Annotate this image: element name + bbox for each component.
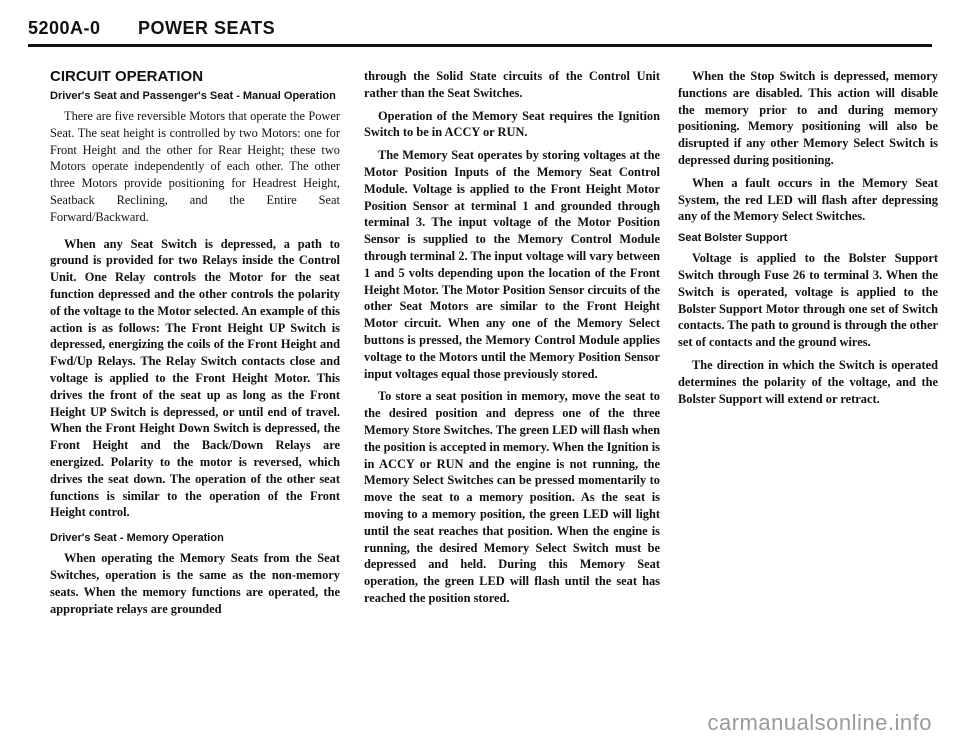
paragraph-fault: When a fault occurs in the Memory Seat System, the red LED will flash after depressing any of the Memory Select Switches. xyxy=(678,175,938,224)
column-3 xyxy=(678,68,938,417)
paragraph-motors: There are five reversible Motors that operate the Power Seat. The seat height is controlled by two Motors: one for Front Height and the other for Rear Height; these two Motors operate independently of each other. The other three Motors provide positioning for Headrest Height, Seatback Reclining, and the Entire Seat Forward/Backward. xyxy=(50,109,340,224)
subsection-manual-operation: Driver's Seat and Passenger's Seat - Manual Operation xyxy=(50,90,336,102)
subsection-bolster-support: Seat Bolster Support xyxy=(678,232,788,245)
column-2 xyxy=(364,68,660,617)
header-rule xyxy=(28,44,932,47)
paragraph-stop-switch: When the Stop Switch is depressed, memory functions are disabled. This action will disable the memory prior to and during memory positioning. Memory positioning will also be disrupted if any other Memory Select Switch is depressed during positioning. xyxy=(678,69,938,167)
page-title: POWER SEATS xyxy=(138,18,276,38)
paragraph-solid-state: through the Solid State circuits of the Control Unit rather than the Seat Switches. xyxy=(364,69,660,100)
paragraph-ignition: Operation of the Memory Seat requires the Ignition Switch to be in ACCY or RUN. xyxy=(364,108,660,140)
section-code: 5200A-0 xyxy=(28,18,101,38)
section-title: CIRCUIT OPERATION xyxy=(50,68,204,85)
paragraph-bolster-voltage: Voltage is applied to the Bolster Support Switch through Fuse 26 to terminal 3. When the Switch is operated, voltage is applied to the Bolster Support Motor through one set of Switch contacts. The path to ground is through the other set of contacts and the ground wires. xyxy=(678,251,938,350)
paragraph-memory-seats: When operating the Memory Seats from the Seat Switches, operation is the same as the non-memory seats. When the memory functions are operated, the appropriate relays are grounded xyxy=(50,551,340,616)
column-1 xyxy=(50,68,340,627)
paragraph-bolster-direction: The direction in which the Switch is operated determines the polarity of the voltage, and the Bolster Support will extend or retract. xyxy=(678,357,938,406)
paragraph-storing-voltages: The Memory Seat operates by storing voltages at the Motor Position Inputs of the Memory Seat Control Module. Voltage is applied to the Front Height Motor Position Sensor at terminal 1 and grounded through terminal 3. The input voltage of the Motor Position Sensor is supplied to the Memory Control Module through terminal 2. The input voltage will vary between 1 and 5 volts depending upon the location of the Front Height Motor. The Motor Position Sensor circuits of the other Seat Motors are similar to the Front Height Motor circuit. When any one of the Memory Select buttons is pressed, the Memory Control Module applies voltage to the Motors until the Memory Position Sensor input voltages equal those previously stored. xyxy=(364,148,660,381)
watermark: carmanualsonline.info xyxy=(707,710,932,735)
subsection-memory-operation: Driver's Seat - Memory Operation xyxy=(50,532,224,545)
paragraph-store-position: To store a seat position in memory, move the seat to the desired position and depress one of the three Memory Store Switches. The green LED will flash when the position is accepted in memory. When the Ignition is in ACCY or RUN and the engine is not running, the Memory Select Switches can be pressed momentarily to move the seat to a memory position. As the seat is moving to a memory position, the green LED will light until the seat reaches that position. When the engine is running, the desired Memory Select Switch must be depressed and held. During this Memory Seat operation, the green LED will flash until the seat has reached the position stored. xyxy=(364,389,660,605)
page-header xyxy=(28,18,932,48)
paragraph-seat-switch: When any Seat Switch is depressed, a path to ground is provided for two Relays inside the Control Unit. One Relay controls the Motor for the seat function depressed and the other controls the polarity of the voltage to the Motor selected. An example of this action is as follows: The Front Height UP Switch is depressed, energizing the coils of the Front Height and Fwd/Up Relays. The Relay Switch contacts close and voltage is applied to the Front Height Motor. This drives the front of the seat up as long as the Front Height UP Switch is depressed, or until end of travel. When the Front Height Down Switch is depressed, the Front Height and the Back/Down Relays are energized. Polarity to the motor is reversed, which drives the seat down. The operation of the other seat functions is similar to the operation of the Front Height control. xyxy=(50,236,340,520)
